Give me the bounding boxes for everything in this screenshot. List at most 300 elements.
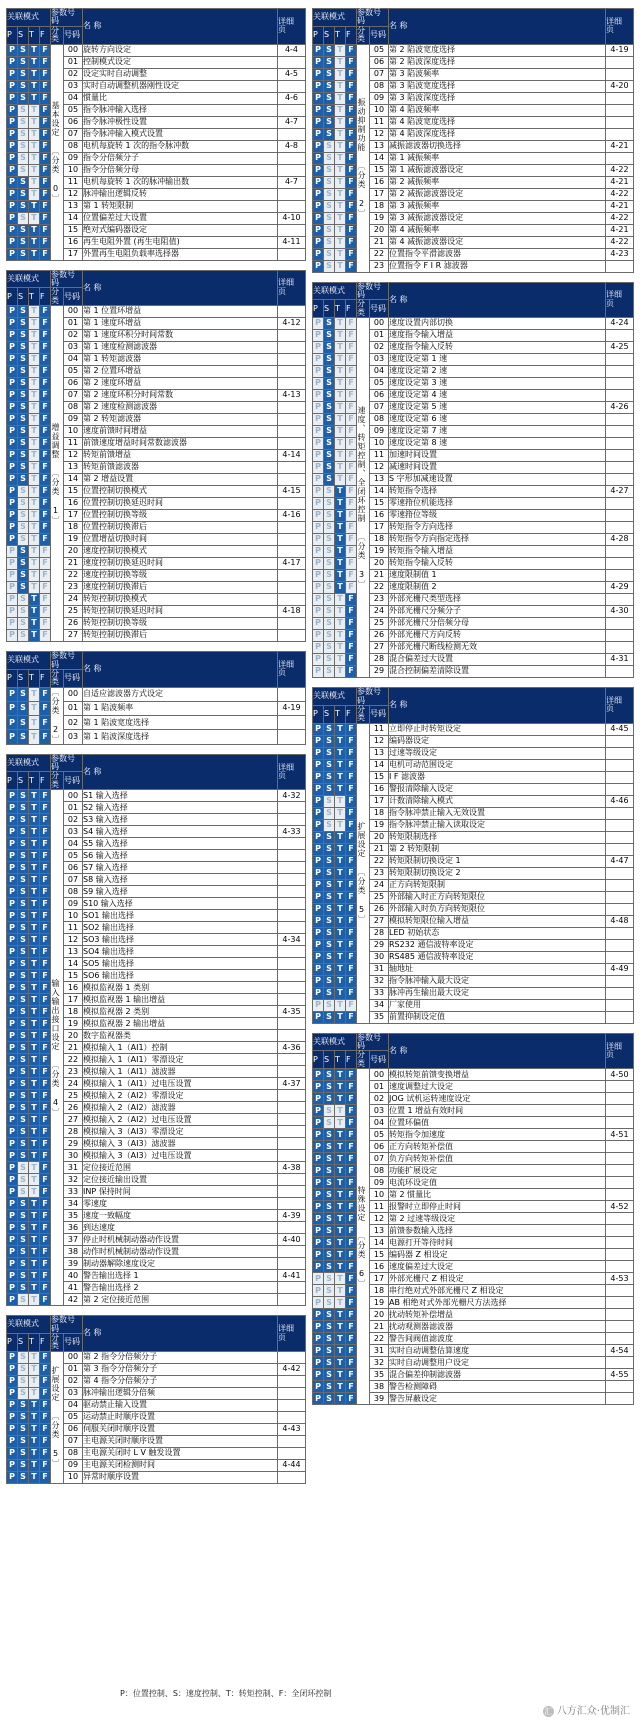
mode-cell-s: S [18, 80, 29, 92]
mode-cell-s: S [324, 1369, 335, 1381]
mode-cell-f: F [346, 510, 357, 522]
detail-page-cell: 4-22 [606, 188, 634, 200]
detail-page-cell [278, 687, 306, 701]
mode-cell-f: F [346, 735, 357, 747]
mode-cell-t: T [335, 783, 346, 795]
mode-cell-p: P [313, 975, 324, 987]
mode-cell-p: P [7, 1162, 18, 1174]
detail-page-cell [606, 378, 634, 390]
detail-page-cell [278, 874, 306, 886]
detail-page-cell [606, 354, 634, 366]
param-name-cell: 模拟输入 3（AI3）滤波器 [83, 1138, 278, 1150]
mode-cell-t: T [335, 80, 346, 92]
param-number-cell: 03 [370, 1105, 389, 1117]
header-mode-t: T [335, 300, 346, 318]
param-name-cell: 运动禁止时顺序设置 [83, 1411, 278, 1423]
mode-cell-p: P [7, 790, 18, 802]
param-name-cell: 位置控制切换等级 [83, 510, 278, 522]
param-number-cell: 00 [64, 44, 83, 56]
mode-cell-s: S [18, 1222, 29, 1234]
mode-cell-t: T [335, 843, 346, 855]
detail-page-cell [278, 1090, 306, 1102]
param-number-cell: 11 [370, 450, 389, 462]
mode-cell-f: F [40, 982, 51, 994]
mode-cell-s: S [18, 44, 29, 56]
mode-cell-s: S [18, 1174, 29, 1186]
param-name-cell: 指令分倍频分母 [83, 164, 278, 176]
param-number-cell: 30 [64, 1150, 83, 1162]
detail-page-cell [278, 630, 306, 642]
mode-cell-f: F [40, 1258, 51, 1270]
mode-cell-f: F [40, 582, 51, 594]
mode-cell-p: P [313, 594, 324, 606]
mode-cell-s: S [324, 128, 335, 140]
header-mode-s: S [324, 705, 335, 723]
mode-cell-f: F [40, 1042, 51, 1054]
param-number-cell: 39 [370, 1393, 389, 1405]
mode-cell-t: T [335, 366, 346, 378]
param-name-cell: 第 3 陷波宽度选择 [389, 80, 606, 92]
table-block [312, 687, 634, 1024]
mode-cell-p: P [7, 1471, 18, 1483]
mode-cell-f: F [346, 999, 357, 1011]
mode-cell-t: T [335, 426, 346, 438]
mode-cell-f: F [346, 831, 357, 843]
detail-page-cell [278, 1138, 306, 1150]
mode-cell-s: S [18, 958, 29, 970]
mode-cell-f: F [346, 498, 357, 510]
param-name-cell: 第 1 陷波频率 [83, 701, 278, 715]
mode-cell-p: P [7, 886, 18, 898]
mode-cell-s: S [18, 802, 29, 814]
mode-cell-f: F [40, 1234, 51, 1246]
param-number-cell: 10 [370, 438, 389, 450]
mode-cell-f: F [40, 958, 51, 970]
mode-cell-s: S [18, 1375, 29, 1387]
mode-cell-f: F [40, 558, 51, 570]
mode-cell-p: P [313, 522, 324, 534]
mode-cell-s: S [18, 176, 29, 188]
param-number-cell: 10 [370, 1189, 389, 1201]
mode-cell-t: T [335, 1011, 346, 1023]
mode-cell-p: P [313, 723, 324, 735]
table-block [6, 8, 306, 261]
mode-cell-p: P [313, 654, 324, 666]
param-name-cell: SO5 输出选择 [83, 958, 278, 970]
detail-page-cell [606, 1011, 634, 1023]
mode-cell-t: T [29, 838, 40, 850]
param-number-cell: 20 [370, 831, 389, 843]
param-name-cell: 转矩限制选择 [389, 831, 606, 843]
mode-cell-f: F [40, 1078, 51, 1090]
param-name-cell: 第 2 增益设置 [83, 474, 278, 486]
mode-cell-s: S [324, 987, 335, 999]
mode-cell-f: F [40, 522, 51, 534]
detail-page-cell [606, 831, 634, 843]
param-number-cell: 13 [64, 200, 83, 212]
param-number-cell: 18 [370, 200, 389, 212]
param-name-cell: 电源打开等待时间 [389, 1237, 606, 1249]
param-number-cell: 15 [370, 164, 389, 176]
mode-cell-s: S [18, 1423, 29, 1435]
param-name-cell: 模拟输入 1（AI1）控制 [83, 1042, 278, 1054]
mode-cell-f: F [346, 819, 357, 831]
detail-page-cell [606, 951, 634, 963]
mode-cell-t: T [335, 1393, 346, 1405]
mode-cell-s: S [324, 318, 335, 330]
mode-cell-f: F [346, 128, 357, 140]
detail-page-cell [606, 116, 634, 128]
mode-cell-s: S [324, 56, 335, 68]
mode-cell-p: P [7, 140, 18, 152]
param-number-cell: 12 [64, 188, 83, 200]
mode-cell-t: T [335, 1249, 346, 1261]
mode-cell-p: P [7, 212, 18, 224]
param-name-cell: 速度设定第 6 速 [389, 414, 606, 426]
header-number: 号码 [370, 300, 389, 318]
mode-cell-f: F [346, 92, 357, 104]
param-name-cell: 外部光栅尺分频分子 [389, 606, 606, 618]
param-table [6, 270, 306, 643]
mode-cell-s: S [324, 1249, 335, 1261]
param-number-cell: 23 [64, 582, 83, 594]
param-name-cell: 转矩限制切换设定 1 [389, 855, 606, 867]
detail-page-cell [278, 1399, 306, 1411]
mode-cell-s: S [324, 140, 335, 152]
mode-cell-f: F [346, 1369, 357, 1381]
mode-cell-p: P [313, 1201, 324, 1213]
table-row [313, 318, 634, 330]
param-name-cell: 模拟监视器 1 类别 [83, 982, 278, 994]
param-name-cell: 混合偏差抑制滤波器 [389, 1369, 606, 1381]
mode-cell-p: P [7, 1054, 18, 1066]
param-number-cell: 12 [370, 1213, 389, 1225]
detail-page-cell: 4-22 [606, 212, 634, 224]
mode-cell-s: S [18, 1186, 29, 1198]
param-number-cell: 15 [64, 486, 83, 498]
mode-cell-f: F [346, 318, 357, 330]
mode-cell-f: F [346, 1333, 357, 1345]
mode-cell-p: P [7, 176, 18, 188]
mode-cell-t: T [335, 999, 346, 1011]
category-label: 速度、转矩控制、全闭环控制 〔分类 3〕 [357, 318, 370, 678]
detail-page-cell [278, 330, 306, 342]
mode-cell-t: T [29, 1387, 40, 1399]
param-number-cell: 17 [370, 795, 389, 807]
param-number-cell: 04 [64, 354, 83, 366]
detail-page-cell [606, 630, 634, 642]
detail-page-cell [278, 1198, 306, 1210]
mode-cell-f: F [346, 1249, 357, 1261]
param-number-cell: 00 [64, 306, 83, 318]
mode-cell-f: F [346, 1081, 357, 1093]
mode-cell-f: F [346, 426, 357, 438]
mode-cell-s: S [18, 982, 29, 994]
detail-page-cell [606, 260, 634, 272]
param-name-cell: 立即停止时转矩设定 [389, 723, 606, 735]
param-name-cell: 外部光栅尺断线检测无效 [389, 642, 606, 654]
detail-page-cell [606, 330, 634, 342]
mode-cell-t: T [29, 306, 40, 318]
detail-page-cell: 4-40 [278, 1234, 306, 1246]
mode-cell-p: P [313, 248, 324, 260]
mode-cell-s: S [324, 1093, 335, 1105]
detail-page-cell [278, 802, 306, 814]
param-name-cell: 轴地址 [389, 963, 606, 975]
detail-page-cell [606, 1117, 634, 1129]
mode-cell-s: S [324, 1309, 335, 1321]
header-mode-p: P [7, 772, 18, 790]
param-number-cell: 19 [64, 1018, 83, 1030]
mode-cell-t: T [29, 1126, 40, 1138]
header-number: 号码 [64, 288, 83, 306]
param-name-cell: 转矩控制切换滞后 [83, 630, 278, 642]
param-number-cell: 25 [64, 1090, 83, 1102]
detail-page-cell [278, 498, 306, 510]
mode-cell-s: S [324, 1117, 335, 1129]
param-name-cell: 速度调整过大设定 [389, 1081, 606, 1093]
mode-cell-p: P [313, 1309, 324, 1321]
mode-cell-t: T [29, 212, 40, 224]
param-name-cell: 加速时间设置 [389, 450, 606, 462]
mode-cell-p: P [7, 1198, 18, 1210]
detail-page-cell: 4-13 [278, 390, 306, 402]
mode-cell-t: T [335, 438, 346, 450]
header-mode-s: S [324, 1051, 335, 1069]
mode-cell-t: T [29, 958, 40, 970]
mode-cell-t: T [335, 1213, 346, 1225]
mode-cell-f: F [346, 1165, 357, 1177]
mode-cell-t: T [29, 522, 40, 534]
detail-page-cell [278, 582, 306, 594]
detail-page-cell [606, 987, 634, 999]
mode-cell-t: T [29, 862, 40, 874]
mode-cell-t: T [335, 1177, 346, 1189]
detail-page-cell [278, 814, 306, 826]
header-detail-page: 详细 页 [278, 1316, 306, 1352]
detail-page-cell [278, 354, 306, 366]
param-table [6, 651, 306, 745]
detail-page-cell: 4-49 [606, 963, 634, 975]
mode-cell-p: P [7, 414, 18, 426]
mode-cell-p: P [313, 570, 324, 582]
param-table [312, 687, 634, 1024]
header-detail-page: 详细 页 [606, 9, 634, 45]
mode-cell-p: P [313, 140, 324, 152]
mode-cell-f: F [346, 402, 357, 414]
param-name-cell: 模拟监视器 2 输出增益 [83, 1018, 278, 1030]
detail-page-cell [606, 1333, 634, 1345]
mode-cell-t: T [29, 44, 40, 56]
mode-cell-t: T [29, 1018, 40, 1030]
mode-cell-s: S [324, 1069, 335, 1081]
param-number-cell: 34 [370, 999, 389, 1011]
mode-cell-p: P [313, 498, 324, 510]
mode-cell-p: P [7, 354, 18, 366]
detail-page-cell [278, 1471, 306, 1483]
param-name-cell: 编码器 Z 相设定 [389, 1249, 606, 1261]
mode-cell-f: F [40, 1387, 51, 1399]
mode-cell-s: S [18, 946, 29, 958]
mode-cell-s: S [18, 68, 29, 80]
detail-page-cell [278, 982, 306, 994]
header-detail-page: 详细 页 [606, 282, 634, 318]
detail-page-cell: 4-28 [606, 534, 634, 546]
mode-cell-t: T [29, 224, 40, 236]
mode-cell-t: T [29, 1006, 40, 1018]
param-number-cell: 38 [370, 1381, 389, 1393]
header-mode-s: S [324, 300, 335, 318]
param-name-cell: 位置控制切换延迟时间 [83, 498, 278, 510]
param-number-cell: 14 [64, 474, 83, 486]
header-classification: 分类 [357, 1051, 370, 1069]
detail-page-cell: 4-44 [278, 1459, 306, 1471]
header-mode-f: F [346, 300, 357, 318]
mode-cell-p: P [313, 1069, 324, 1081]
mode-cell-f: F [40, 1150, 51, 1162]
mode-cell-t: T [29, 1351, 40, 1363]
mode-cell-t: T [29, 1150, 40, 1162]
param-name-cell: 模拟输入 1（AI1）过电压设置 [83, 1078, 278, 1090]
header-number: 号码 [64, 669, 83, 687]
param-number-cell: 11 [370, 723, 389, 735]
mode-cell-t: T [335, 1141, 346, 1153]
mode-cell-p: P [313, 1297, 324, 1309]
mode-cell-t: T [335, 1321, 346, 1333]
mode-cell-s: S [18, 522, 29, 534]
mode-cell-t: T [29, 802, 40, 814]
mode-cell-t: T [29, 438, 40, 450]
mode-cell-t: T [29, 687, 40, 701]
mode-cell-p: P [7, 68, 18, 80]
param-name-cell: 转矩控制切换等级 [83, 618, 278, 630]
detail-page-cell [278, 1186, 306, 1198]
detail-page-cell [278, 164, 306, 176]
mode-cell-t: T [29, 80, 40, 92]
mode-cell-p: P [7, 1210, 18, 1222]
mode-cell-s: S [324, 630, 335, 642]
mode-cell-s: S [324, 68, 335, 80]
mode-cell-s: S [18, 1042, 29, 1054]
param-name-cell: 警告输出选择 1 [83, 1270, 278, 1282]
mode-cell-f: F [40, 838, 51, 850]
legend-footer: P：位置控制、S：速度控制、T：转矩控制、F：全闭环控制 [120, 1689, 332, 1698]
mode-cell-p: P [7, 342, 18, 354]
mode-cell-f: F [40, 1447, 51, 1459]
param-name-cell: 负方向转矩补偿值 [389, 1153, 606, 1165]
mode-cell-t: T [335, 1117, 346, 1129]
mode-cell-f: F [40, 140, 51, 152]
param-name-cell: 转矩限制切换设定 2 [389, 867, 606, 879]
mode-cell-t: T [29, 342, 40, 354]
param-number-cell: 19 [370, 546, 389, 558]
detail-page-cell: 4-48 [606, 915, 634, 927]
param-number-cell: 17 [64, 248, 83, 260]
mode-cell-s: S [18, 236, 29, 248]
param-name-cell: 减振滤波器切换选择 [389, 140, 606, 152]
param-name-cell: 实时自动调整机器刚性设定 [83, 80, 278, 92]
param-number-cell: 05 [370, 44, 389, 56]
mode-cell-t: T [335, 318, 346, 330]
mode-cell-s: S [18, 701, 29, 715]
mode-cell-p: P [7, 116, 18, 128]
mode-cell-t: T [29, 462, 40, 474]
header-mode-f: F [346, 1051, 357, 1069]
mode-cell-s: S [324, 867, 335, 879]
param-name-cell: 外部光栅尺分倍频分母 [389, 618, 606, 630]
mode-cell-t: T [29, 1078, 40, 1090]
param-number-cell: 39 [64, 1258, 83, 1270]
mode-cell-f: F [346, 666, 357, 678]
param-name-cell: 自适应滤波器方式设定 [83, 687, 278, 701]
param-number-cell: 17 [370, 188, 389, 200]
mode-cell-t: T [29, 630, 40, 642]
detail-page-cell: 4-43 [278, 1423, 306, 1435]
mode-cell-f: F [40, 862, 51, 874]
mode-cell-s: S [324, 1141, 335, 1153]
mode-cell-p: P [7, 1186, 18, 1198]
mode-cell-f: F [346, 1321, 357, 1333]
mode-cell-p: P [7, 1234, 18, 1246]
header-number: 号码 [370, 1051, 389, 1069]
mode-cell-f: F [40, 224, 51, 236]
mode-cell-p: P [313, 606, 324, 618]
mode-cell-t: T [29, 970, 40, 982]
detail-page-cell [278, 1246, 306, 1258]
mode-cell-p: P [7, 606, 18, 618]
param-name-cell: 速度设定第 4 速 [389, 390, 606, 402]
param-number-cell: 09 [370, 92, 389, 104]
header-mode-f: F [40, 669, 51, 687]
param-number-cell: 18 [64, 522, 83, 534]
mode-cell-p: P [313, 366, 324, 378]
mode-cell-f: F [40, 366, 51, 378]
watermark-text: 八方汇众·优制汇 [556, 1706, 630, 1717]
mode-cell-f: F [40, 946, 51, 958]
param-name-cell: 第 4 指令分倍频分子 [83, 1375, 278, 1387]
detail-page-cell: 4-7 [278, 176, 306, 188]
param-name-cell: 第 2 陷波宽度选择 [389, 44, 606, 56]
mode-cell-p: P [313, 666, 324, 678]
mode-cell-t: T [29, 730, 40, 744]
mode-cell-p: P [313, 450, 324, 462]
mode-cell-s: S [324, 164, 335, 176]
header-classification: 分类 [51, 26, 64, 44]
mode-cell-f: F [40, 510, 51, 522]
mode-cell-p: P [313, 188, 324, 200]
param-number-cell: 01 [370, 1081, 389, 1093]
mode-cell-t: T [335, 1093, 346, 1105]
mode-cell-t: T [335, 1105, 346, 1117]
detail-page-cell [606, 879, 634, 891]
param-number-cell: 21 [64, 1042, 83, 1054]
mode-cell-t: T [335, 1261, 346, 1273]
mode-cell-f: F [40, 248, 51, 260]
param-number-cell: 19 [370, 819, 389, 831]
detail-page-cell [606, 1153, 634, 1165]
mode-cell-t: T [29, 934, 40, 946]
mode-cell-s: S [18, 994, 29, 1006]
mode-cell-t: T [29, 994, 40, 1006]
detail-page-cell: 4-17 [278, 558, 306, 570]
mode-cell-t: T [335, 414, 346, 426]
mode-cell-p: P [7, 838, 18, 850]
mode-cell-p: P [313, 1237, 324, 1249]
mode-cell-t: T [29, 1210, 40, 1222]
mode-cell-s: S [18, 1150, 29, 1162]
mode-cell-f: F [346, 630, 357, 642]
detail-page-cell [278, 56, 306, 68]
